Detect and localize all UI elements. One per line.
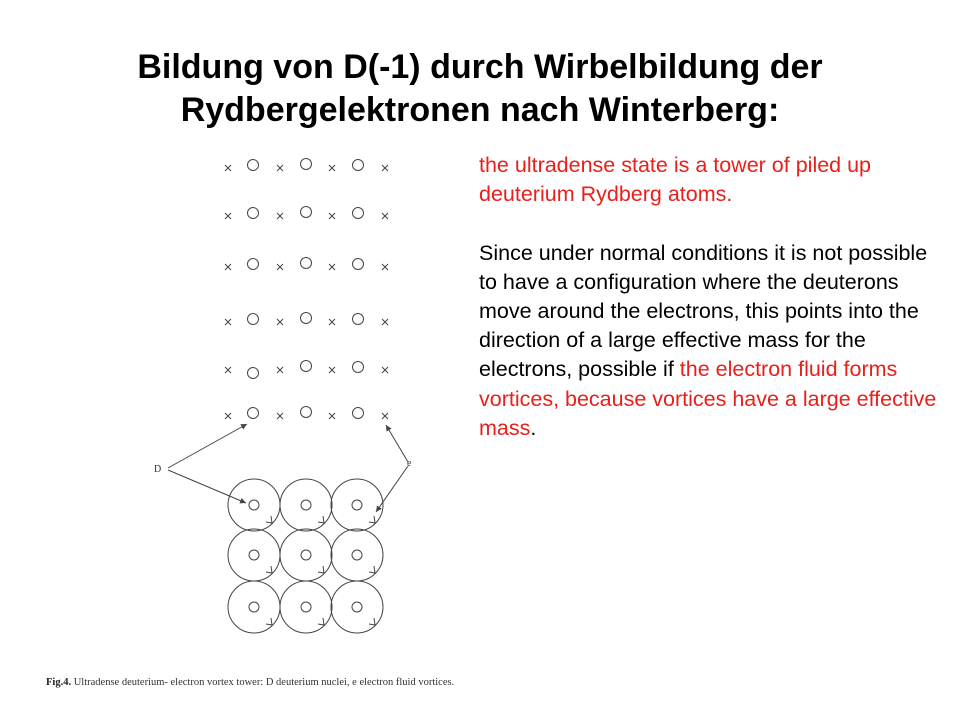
electron-circle — [248, 208, 259, 219]
deuteron-x-mark — [277, 264, 283, 270]
deuteron-x-mark — [329, 264, 335, 270]
vortex-nucleus — [352, 602, 362, 612]
vortex-rotation-arrow — [369, 618, 375, 625]
deuteron-x-mark — [329, 319, 335, 325]
vortex-rotation-arrow — [318, 566, 324, 573]
vortex-nucleus — [249, 550, 259, 560]
deuteron-x-mark — [382, 213, 388, 219]
vortex-nucleus — [301, 500, 311, 510]
electron-circle — [301, 361, 312, 372]
deuteron-x-mark — [382, 367, 388, 373]
vortex-nucleus — [301, 602, 311, 612]
electron-circle — [301, 407, 312, 418]
electron-vortex-grid — [228, 479, 383, 633]
deuteron-x-mark — [277, 413, 283, 419]
deuteron-x-mark — [382, 319, 388, 325]
title-line-1: Bildung von D(-1) durch Wirbelbildung der — [137, 48, 823, 86]
electron-circle — [353, 408, 364, 419]
deuteron-x-mark — [277, 319, 283, 325]
vortex-rotation-arrow — [266, 566, 272, 573]
vortex-cell — [228, 479, 280, 531]
electron-circle — [248, 408, 259, 419]
paragraph-effective-mass — [479, 239, 939, 443]
explanation-text — [479, 151, 939, 443]
vortex-cell — [228, 529, 280, 581]
arrow-e-to-lattice — [386, 425, 408, 462]
label-d: D — [154, 464, 162, 475]
figure-caption — [46, 676, 496, 689]
electron-circle — [353, 160, 364, 171]
electron-circle — [353, 259, 364, 270]
annotation-arrows — [168, 424, 408, 512]
arrow-d-to-vortex-center — [168, 470, 246, 503]
paragraph-highlight: the electron fluid forms vortices, because vortices have a large effective mass — [479, 357, 937, 440]
vortex-nucleus — [352, 550, 362, 560]
vortex-nucleus — [352, 500, 362, 510]
label-e: e — [407, 458, 412, 469]
vortex-cell — [228, 581, 280, 633]
vortex-cell — [331, 479, 383, 531]
vortex-rotation-arrow — [369, 566, 375, 573]
paragraph-end: . — [530, 415, 537, 440]
arrow-d-to-lattice — [168, 424, 247, 468]
vortex-rotation-arrow — [266, 516, 272, 523]
deuteron-x-mark — [277, 367, 283, 373]
arrow-e-to-vortex — [376, 466, 408, 512]
vortex-cell — [280, 581, 332, 633]
deuteron-x-mark — [329, 213, 335, 219]
vortex-cell — [280, 529, 332, 581]
deuteron-x-mark — [225, 213, 231, 219]
deuteron-x-mark — [277, 165, 283, 171]
deuteron-x-mark — [382, 413, 388, 419]
vortex-nucleus — [249, 602, 259, 612]
vortex-nucleus — [249, 500, 259, 510]
electron-circle — [248, 259, 259, 270]
vortex-cell — [331, 529, 383, 581]
paragraph-plain-text: Since under normal conditions it is not possible to have a configuration where the deuterons move around the electrons, this points into the direction of a large effective mass for the electrons, possible if — [479, 240, 928, 382]
vortex-nucleus — [301, 550, 311, 560]
electron-circle — [353, 362, 364, 373]
deuteron-x-mark — [329, 413, 335, 419]
vortex-rotation-arrow — [318, 516, 324, 523]
deuteron-x-mark — [225, 264, 231, 270]
electron-circle — [301, 313, 312, 324]
electron-circle — [248, 314, 259, 325]
vortex-rotation-arrow — [369, 516, 375, 523]
deuteron-x-mark — [225, 165, 231, 171]
vortex-cell — [280, 479, 332, 531]
electron-circle — [353, 208, 364, 219]
electron-circle — [301, 159, 312, 170]
deuteron-x-mark — [225, 319, 231, 325]
caption-label: Fig.4. — [46, 677, 72, 688]
paragraph-gap — [479, 209, 939, 238]
deuteron-x-mark — [382, 264, 388, 270]
deuteron-x-mark — [277, 213, 283, 219]
electron-circle — [248, 160, 259, 171]
deuteron-x-mark — [225, 413, 231, 419]
deuteron-x-mark — [225, 367, 231, 373]
deuteron-x-mark — [329, 367, 335, 373]
paragraph-tower: the ultradense state is a tower of piled up deuterium Rydberg atoms. — [479, 153, 872, 207]
title-line-2: Rydbergelektronen nach Winterberg: — [180, 91, 780, 129]
vortex-rotation-arrow — [266, 618, 272, 625]
deuteron-x-mark — [329, 165, 335, 171]
vortex-cell — [331, 581, 383, 633]
caption-text: Ultradense deuterium- electron vortex tower: D deuterium nuclei, e electron fluid vortices. — [73, 677, 455, 688]
electron-circle — [353, 314, 364, 325]
electron-circle — [301, 258, 312, 269]
vortex-rotation-arrow — [318, 618, 324, 625]
deuterium-electron-lattice — [225, 159, 388, 420]
electron-circle — [301, 207, 312, 218]
deuteron-x-mark — [382, 165, 388, 171]
electron-circle — [248, 368, 259, 379]
